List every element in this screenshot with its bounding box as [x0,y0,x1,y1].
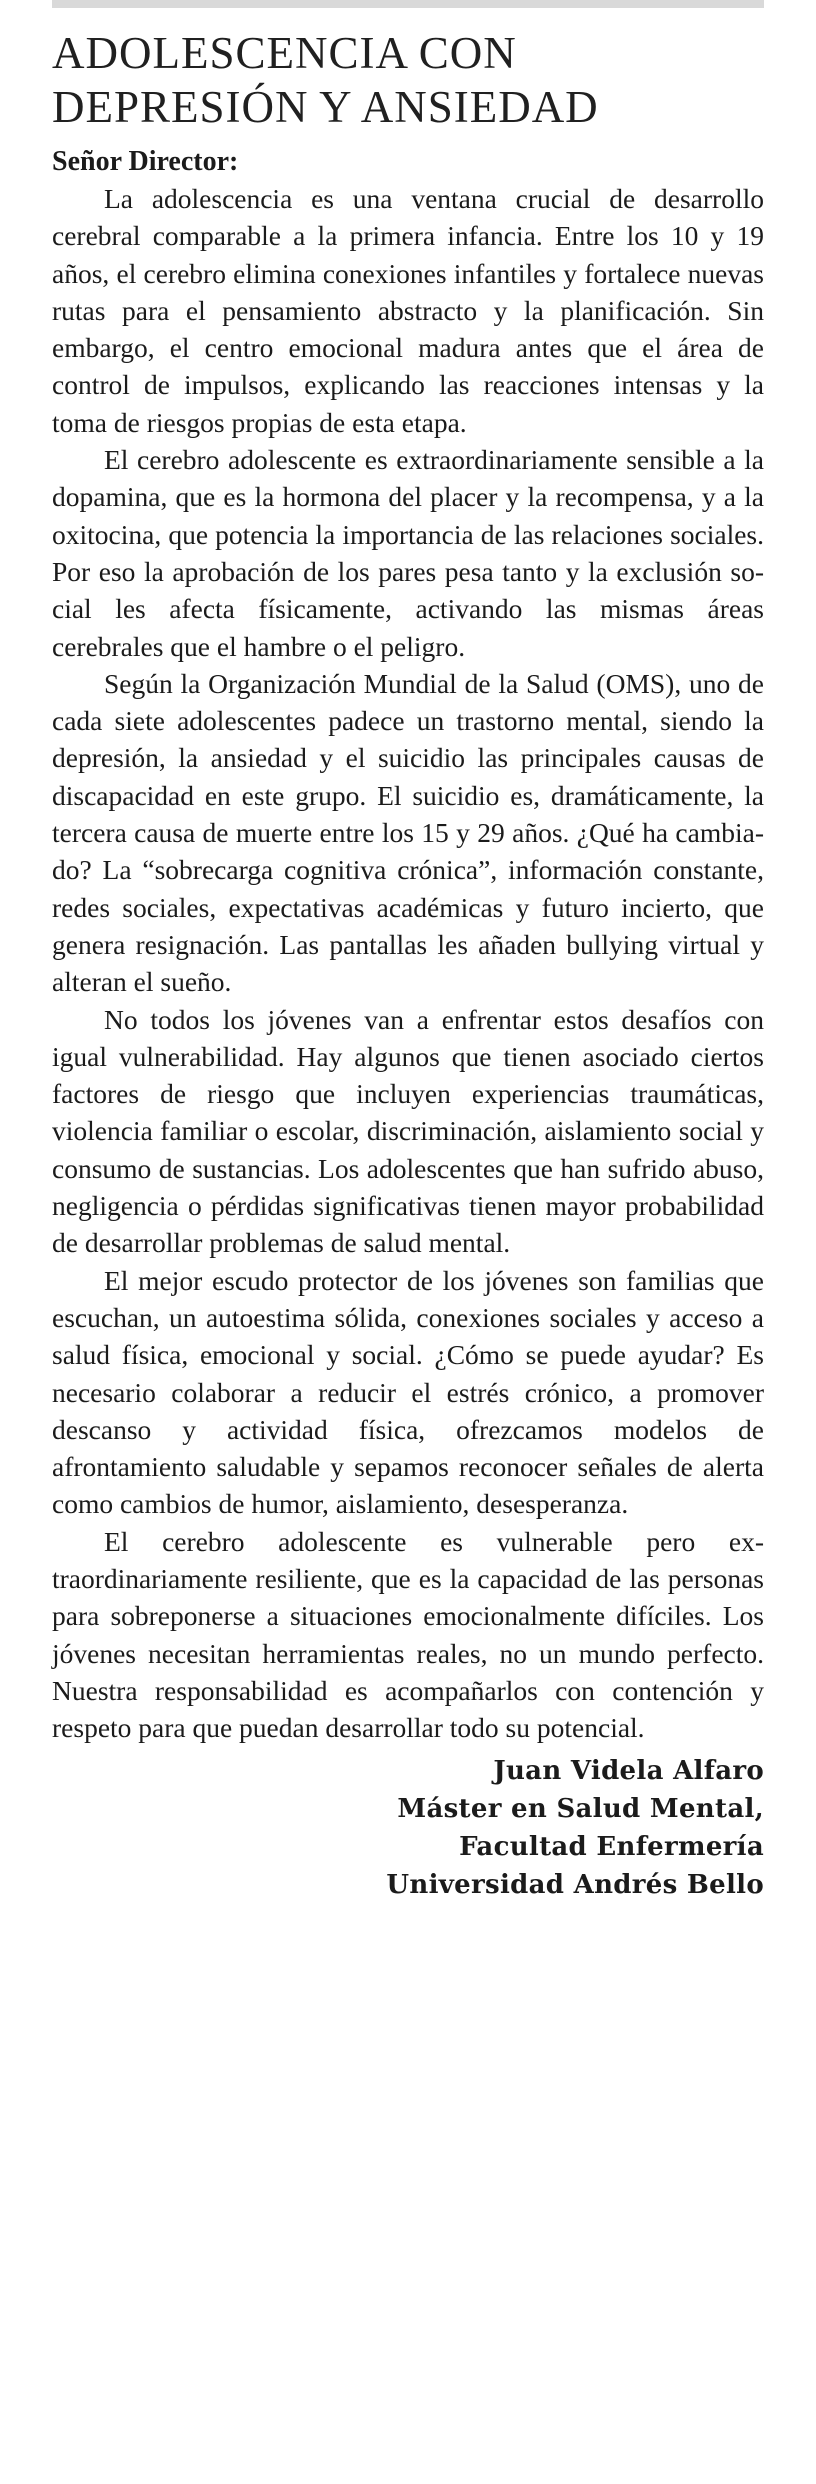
headline-line-1: ADOLESCENCIA CON [52,28,517,78]
author-degree: Máster en Salud Mental, [397,1794,764,1825]
letter-body [52,180,764,1746]
headline [52,26,764,134]
author-faculty: Facultad Enfermería [459,1832,764,1863]
author-university: Universidad Andrés Bello [386,1870,764,1901]
top-rule-bar [52,0,764,8]
paragraph-3: Según la Organización Mundial de la Salud (OMS), uno de cada siete adolescentes padece un trastorno mental, siendo la depresión, la ansiedad y el suicidio las principales causas de discapacidad en este grupo. El suicidio es, dramáticamente, la tercera causa de muerte entre los 15 y 29 años. ¿Qué ha cambiado? La “sobrecarga cognitiva crónica”, información constante, redes sociales, expectativas académicas y futuro incierto, que genera resignación. Las pantallas les añaden bullying virtual y alteran el sueño. [52,667,764,998]
paragraph-4: No todos los jóvenes van a enfrentar estos desafíos con igual vulnerabilidad. Hay algunos que tienen asociado ciertos factores de riesgo que incluyen experiencias traumáticas, violencia familiar o escolar, discriminación, aislamiento social y consumo de sustancias. Los adolescentes que han sufrido abuso, negligencia o pérdidas significativas tienen mayor probabilidad de desarrollar problemas de salud mental. [52,1003,764,1259]
letter-article [52,26,764,1904]
paragraph-6: El cerebro adolescente es vulnerable pero extraordinariamente resiliente, que es la capacidad de las personas para sobreponerse a situaciones emocionalmente difíciles. Los jóvenes necesitan herramientas reales, no un mundo perfecto. Nuestra responsabilidad es acompañarlos con contención y respeto para que puedan desarrollar todo su potencial. [52,1525,764,1744]
headline-line-2: DEPRESIÓN Y ANSIEDAD [52,82,599,132]
signature-block [52,1752,764,1904]
paragraph-2: El cerebro adolescente es extraordinariamente sensible a la dopamina, que es la hormona del placer y la recompensa, y a la oxitocina, que potencia la importancia de las relaciones sociales. Por eso la aprobación de los pares pesa tanto y la exclusión social les afecta físicamente, activando las mismas áreas cerebrales que el hambre o el peligro. [52,444,764,662]
author-name: Juan Videla Alfaro [493,1756,764,1787]
paragraph-5: El mejor escudo protector de los jóvenes son familias que escuchan, un autoestima sólida, conexiones sociales y acceso a salud física, emocional y social. ¿Cómo se puede ayudar? Es necesario colaborar a reducir el estrés crónico, a promover descanso y actividad física, ofrezcamos modelos de afrontamiento saludable y sepamos reconocer señales de alerta como cambios de humor, aislamiento, desesperanza. [52,1264,764,1520]
salutation: Señor Director: [52,146,239,177]
paragraph-1: La adolescencia es una ventana crucial de desarrollo cerebral comparable a la primera infancia. Entre los 10 y 19 años, el cerebro elimina conexiones infantiles y fortalece nuevas rutas para el pensamiento abstracto y la planificación. Sin embargo, el centro emocional madura antes que el área de control de impulsos, explicando las reacciones intensas y la toma de riesgos propias de esta etapa. [52,183,764,438]
